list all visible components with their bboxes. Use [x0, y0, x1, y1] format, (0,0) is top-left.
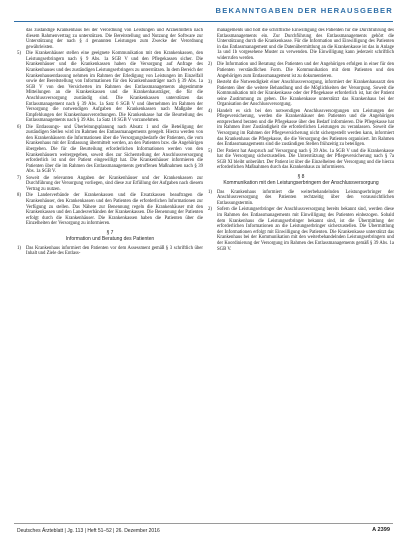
paragraph	[208, 28, 394, 62]
paragraph-text: Das Krankenhaus informiert den Patienten vor dem Assessment gemäß § 3 schriftlich über Inhalt und Ziele des Entlass-	[26, 245, 203, 257]
header-rule	[14, 21, 393, 22]
paragraph	[17, 51, 203, 124]
paragraph-text: Die Entlassungs- und Überleitungsplanung nach Absatz 1 und die Beteiligung der zuständigen Stellen wird im Rahmen des Entlassmanagements geregelt. Hierzu werden von den Krankenhäusern die Informationen über die Versorgungsbedarfe der Patienten, die vom Krankenhaus mit der Entlassung übermittelt werden, an den Patienten bzw. die Angehörigen übergeben. Die für die Beurteilung erforderlichen Informationen werden von den Krankenhäusern weitergegeben, soweit dies zur Sicherstellung der Anschlussversorgung erforderlich ist und der Patient eingewilligt hat. Die Krankenhäuser informieren die Patienten über die im Rahmen des Entlassmanagements getroffenen Maßnahmen nach § 39 Abs. 1a SGB V.	[26, 124, 203, 175]
right-column	[208, 28, 394, 519]
paragraph-number: 3)	[208, 79, 212, 85]
paragraph	[17, 193, 203, 227]
paragraph	[208, 80, 394, 108]
paragraph	[208, 149, 394, 171]
section-title: Kommunikation mit den Leistungserbringern der Anschlussversorgung	[223, 180, 379, 187]
paragraph	[208, 62, 394, 79]
paragraph-text: Sofern die Leistungserbringer der Anschlussversorgung bereits bekannt sind, werden diese im Rahmen des Entlassmanagements mit Einwilligung des Patienten einbezogen. Sobald dem Krankenhaus die Leistungserbringer bekannt sind, ist die Übermittlung der erforderlichen Informationen an die Leistungserbringer sicherzustellen. Die Übermittlung der Informationen erfolgt mit Einwilligung des Patienten. Die Krankenkasse unterstützt das Krankenhaus bei der Kommunikation mit den weiterbehandelnden Leistungserbringern und der Koordinierung der Versorgung im Rahmen des Entlassmanagements gemäß § 39 Abs. 1a SGB V.	[217, 207, 394, 252]
section-title: Information und Beratung des Patienten	[65, 236, 155, 243]
paragraph	[17, 28, 203, 50]
paragraph-number	[208, 28, 217, 62]
paragraph-text: das zuständige Krankenhaus bei der Verordnung von Leistungen und Arzneimitteln nach diesem Rahmenvertrag zu unterstützen. Die Bereitstellung und Nutzung der Software zur Unterstützung der nach § 4 genannten Leistungen zum Zwecke der Verordnung gewährleisten.	[26, 28, 203, 50]
paragraph-text: Die Information und Beratung des Patienten und der Angehörigen erfolgen in einer für den Patienten verständlichen Form. Die Kommunikation mit dem Patienten und den Angehörigen zum Entlassmanagement ist zu dokumentieren.	[217, 62, 394, 79]
paragraph	[208, 207, 394, 252]
section-number: § 8	[297, 174, 305, 181]
section-number: § 7	[106, 229, 114, 236]
page-number: A 2399	[372, 527, 390, 533]
paragraph-number: 5)	[17, 51, 21, 57]
paragraph-text: Besteht die Notwendigkeit einer Anschlussversorgung, informiert der Krankenhausarzt den Patienten über die weitere Behandlung und die Möglichkeiten der Versorgung. Soweit die Kommunikation mit der Krankenkasse oder der Pflegekasse erforderlich ist, hat der Patient seine Zustimmung zu geben. Die Krankenkasse unterstützt das Krankenhaus bei der Organisation der Anschlussversorgung.	[217, 79, 394, 108]
paragraph	[17, 176, 203, 193]
paragraph-number	[17, 28, 26, 50]
paragraph	[208, 109, 394, 148]
paragraph-text: Das Krankenhaus informiert die weiterbehandelnden Leistungserbringer der Anschlussversorgung des Patienten rechtzeitig über den voraussichtlichen Entlassungstermin.	[217, 189, 394, 207]
paragraph-number: 7)	[17, 175, 21, 181]
paragraph-number: 2)	[208, 207, 212, 213]
left-column	[17, 28, 203, 519]
paragraph	[208, 190, 394, 207]
footer-rule	[14, 523, 393, 524]
paragraph-text: Soweit die relevanten Angaben der Krankenhäuser und der Krankenkassen zur Durchführung der Versorgung vorliegen, sind diese zur Erfüllung der Aufgaben nach diesem Vertrag zu nutzen.	[26, 175, 203, 193]
paragraph-number: 1)	[17, 245, 21, 251]
footer-citation: Deutsches Ärzteblatt | Jg. 113 | Heft 51–52 | 26. Dezember 2016	[17, 528, 160, 534]
paragraph-number: 2)	[208, 62, 212, 68]
paragraph	[17, 246, 203, 257]
page-header-title: BEKANNTGABEN DER HERAUSGEBER	[215, 6, 393, 15]
paragraph-text: Der Patient hat Anspruch auf Versorgung nach § 39 Abs. 1a SGB V und die Krankenkasse hat die Versorgung sicherzustellen. Die Unterstützung der Pflegeversicherung nach § 7a SGB XI bleibt unberührt. Der Patient ist über die Einzelheiten der Versorgung und die hierzu erforderlichen Maßnahmen durch das Krankenhaus zu informieren.	[217, 148, 394, 171]
paragraph-number: 1)	[208, 189, 212, 195]
paragraph-number: 4)	[208, 108, 212, 114]
paragraph-text: Die Krankenhäuser stellen eine geeignete Kommunikation mit den Krankenkassen, den Leistungserbringern nach § 9 Abs. 1a SGB V und den Pflegekassen sicher. Die Krankenhäuser und die Krankenkassen haben die Versorgung auf Anfrage des Krankenhauses und des zuständigen Leistungserbringers zu unterstützen. In dem Bereich der Krankenhausentlassung nehmen im Rahmen der Erledigung von Leistungen im Einzelfall sowie der Bereitstellung von Informationen für den Krankenhausträger nach § 39 Abs. 1a SGB V von den Versicherten im Rahmen des Entlassmanagements abgestimmte Mitteilungen an die Krankenkassen und die Krankenhausträger, die für die Anschlussversorgung zuständig sind. Die Krankenkassen unterstützen das Entlassmanagement nach § 39 Abs. 1a Satz 6 SGB V und übernehmen im Rahmen der Versorgung die notwendigen Aufgaben der Krankenkassen nach Maßgabe der Empfehlungen der Krankenhausverordnungen. Die Krankenkasse hat die Beurteilung des Entlassmanagements nach § 39 Abs. 1a Satz 10 SGB V vorzunehmen.	[26, 51, 203, 124]
paragraph-number: 6)	[17, 124, 21, 130]
paragraph	[17, 125, 203, 175]
paragraph-number: 5)	[208, 148, 212, 154]
paragraph-text: managements und holt die schriftliche Einwilligung des Patienten für die Durchführung des Entlassmanagements ein. Zur Durchführung des Entlassmanagements gehört die Unterstützung durch die Krankenkasse. Für die Information und Einwilligung des Patienten in das Entlassmanagement und die Datenübermittlung an die Krankenkasse ist das in Anlage 1a und 1b vorgesehene Muster zu verwenden. Die Einwilligung kann jederzeit schriftlich widerrufen werden.	[217, 28, 394, 61]
paragraph-text: Handelt es sich bei den notwendigen Anschlussversorgungen um Leistungen der Pflegeversicherung, werden die Krankenhäuser den Patienten und die Angehörigen entsprechend beraten und die Pflegekasse über den Bedarf informieren. Die Pflegekasse hat im Rahmen ihrer Zuständigkeit die erforderlichen Leistungen zu veranlassen. Soweit die Versorgung im Rahmen der Pflegeversicherung nicht sichergestellt werden kann, informiert das Krankenhaus die Pflegekasse, die die Versorgung des Patienten organisiert. Im Rahmen des Entlassmanagements sind die zuständigen Stellen frühzeitig zu beteiligen.	[217, 108, 394, 148]
paragraph-number: 8)	[17, 193, 21, 199]
paragraph-text: Die Landesverbände der Krankenkassen und die Ersatzkassen beauftragen die Krankenhäuser, den Krankenkassen und den Patienten die erforderlichen Informationen zur Verfügung zu stellen. Das Nähere zur Benennung regeln die Krankenhäuser mit den Krankenkassen und den Landesverbänden der Krankenkassen. Die Benennung der Patienten erfolgt durch die Krankenhäuser. Die Krankenkassen haben die Patienten über die Einzelheiten der Versorgung zu informieren.	[26, 193, 203, 227]
